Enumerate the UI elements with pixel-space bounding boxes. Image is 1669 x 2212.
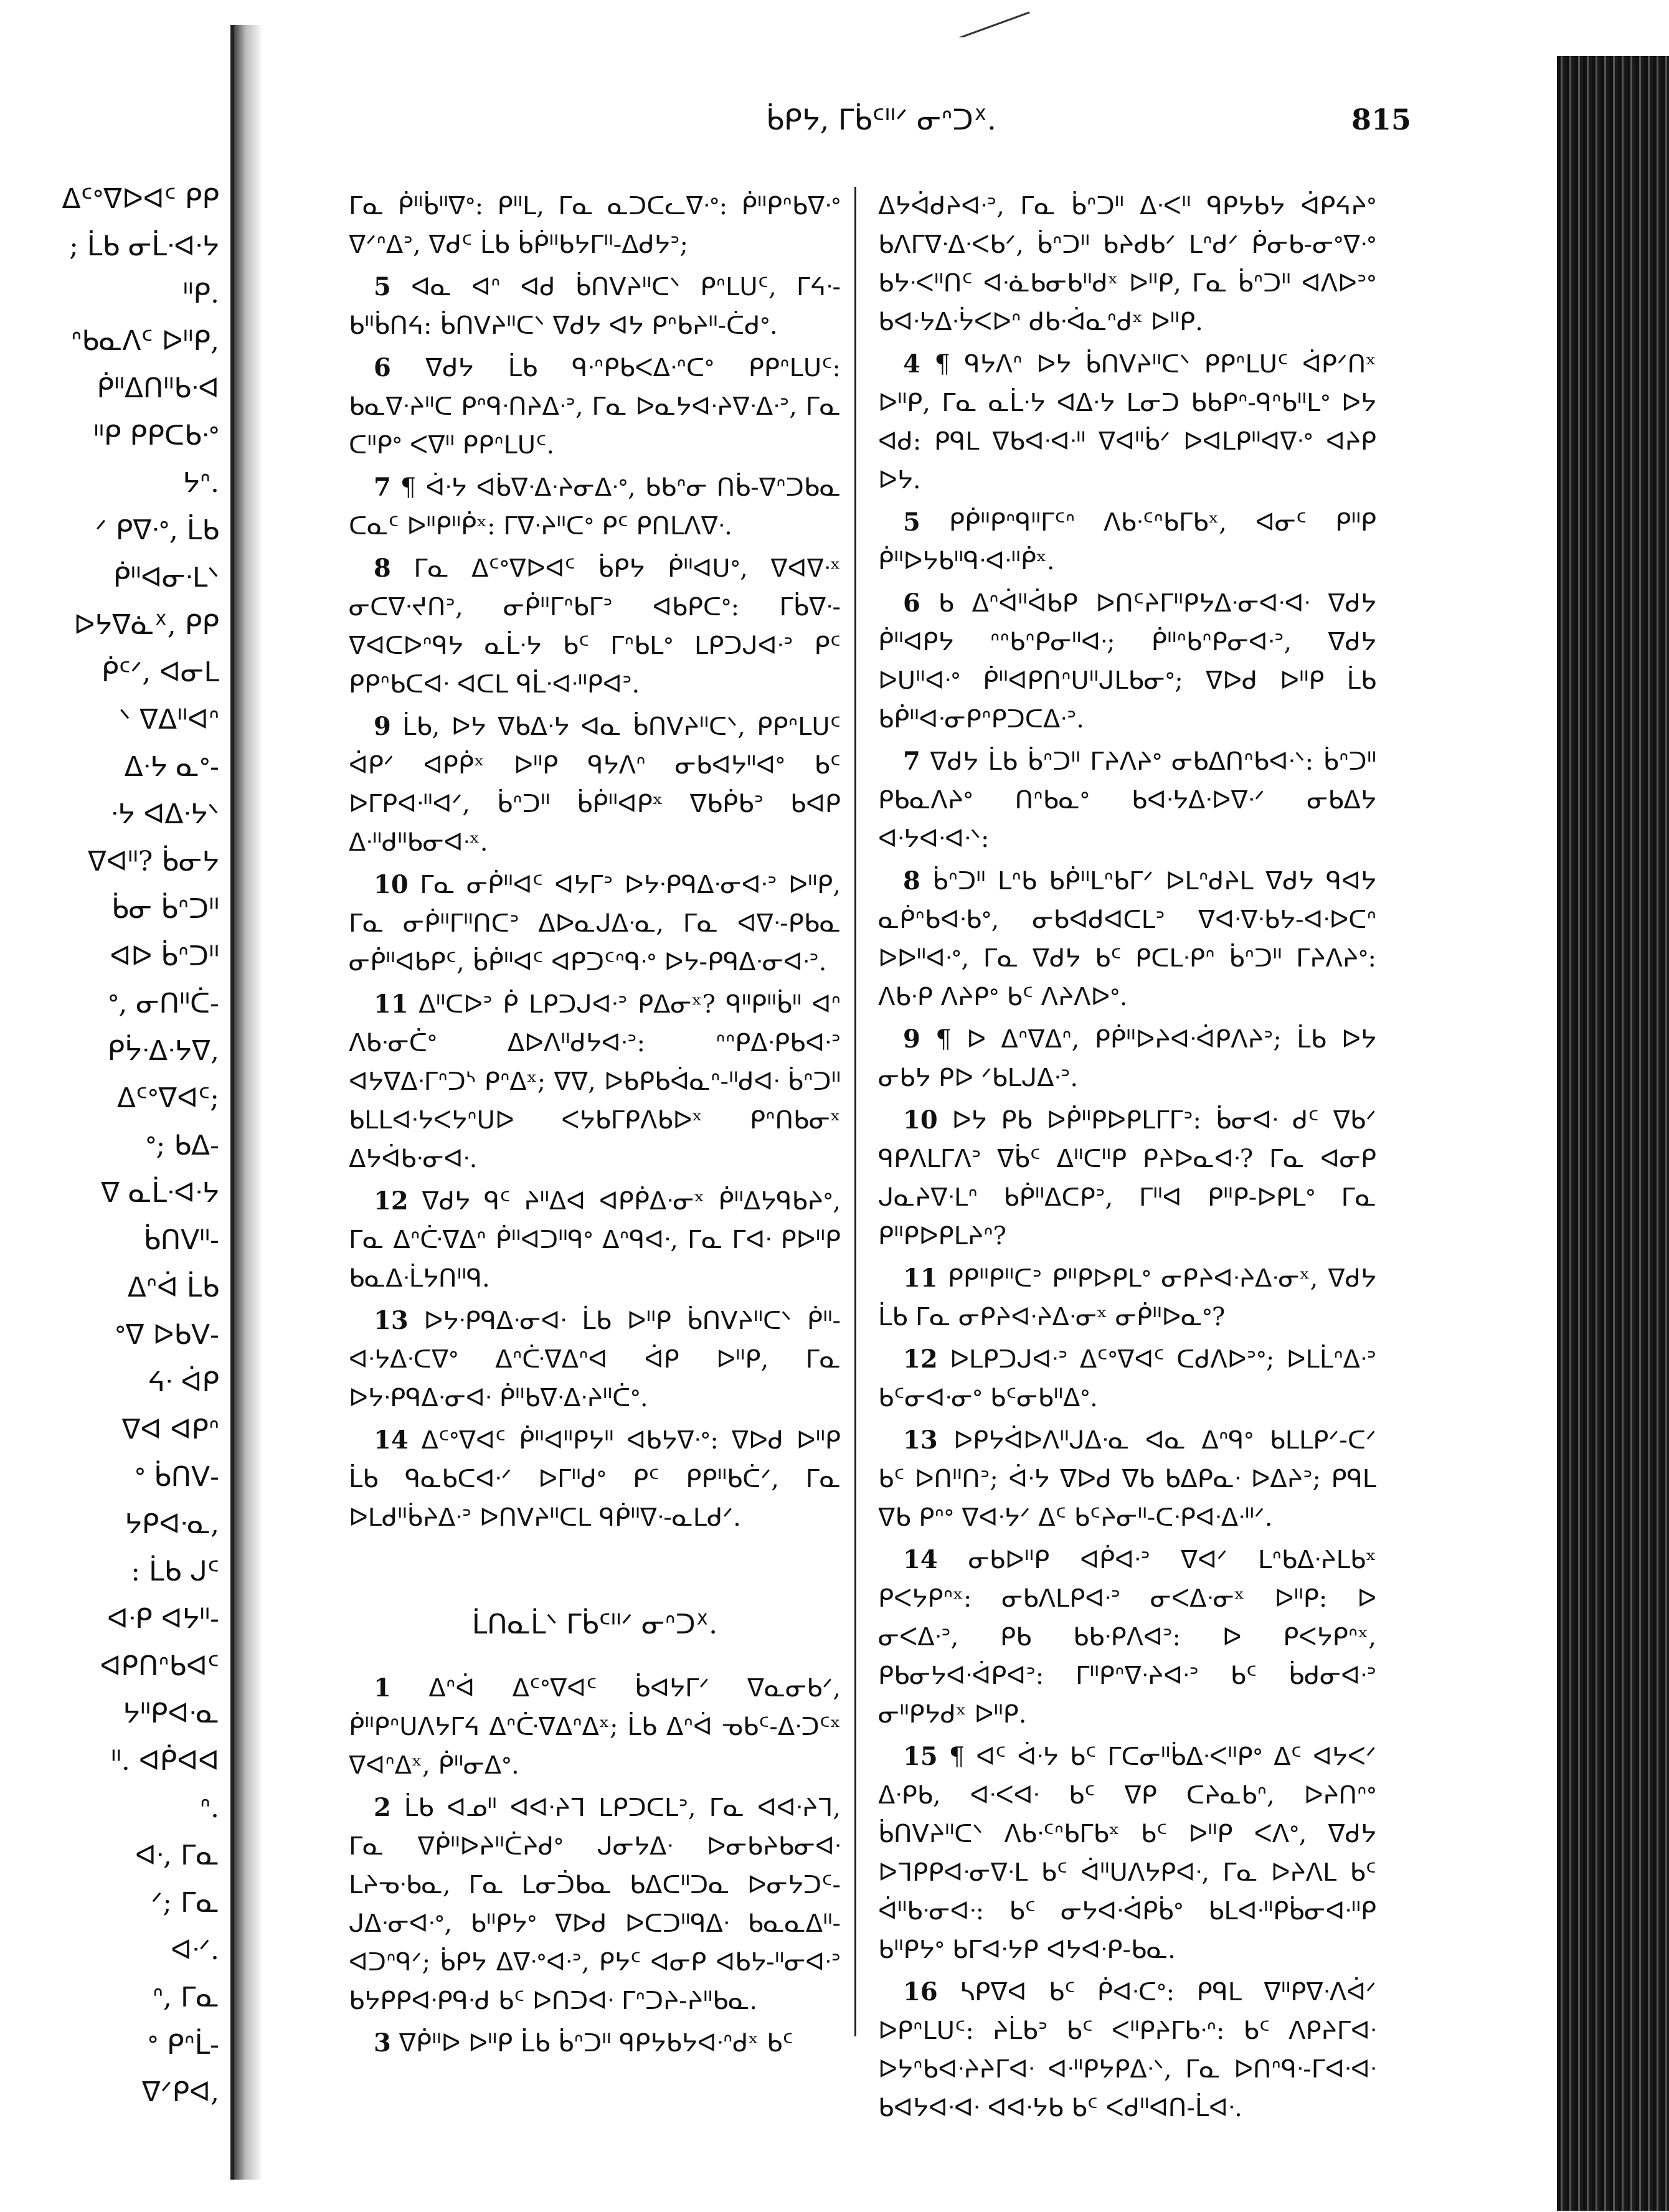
verse-text: ᒥᓇ ᑮᐦᑳᐦᐁᐤ: ᑭᐦᒪ, ᒥᓇ ᓇᑐᑕᓚᐁᐧᐤ: ᑮᐦᑭᐢᑲᐁᐧᐤ ᐁᐟᐢᐃᐣ, ᐁᑯᑦ ᒫᑲ ᑳᑮᐦᑲᔭᒥᐦ-ᐃᑯᔭᐣ; xyxy=(349,192,841,259)
verse xyxy=(878,742,1376,858)
verse xyxy=(349,985,841,1178)
verse-text: ᐃᑦᐤᐁᐊᑦ ᑮᐦᐊᐦᑭᔭᐦ ᐊᑲᔭᐁᐧᐤ: ᐁᐅᑯ ᐅᐦᑭ ᒫᑲ ᑫᓇᑲᑕᐊᐧᐟ ᐅᒥᐦᑯᐤ ᑭᑦ ᑭᑭᐦᑲᑖᐟ, ᒥᓇ ᐅᒪᑯᐦᑳᔨᐃᐧᐣ ᐅᑎᐯᔨᐦᑕᒪ ᑫᑮᐦᐁᐧ-ᓇᒪᑯᐟ. xyxy=(349,1426,841,1532)
verse xyxy=(349,1182,841,1298)
verse xyxy=(349,349,841,465)
verse xyxy=(878,1421,1376,1537)
verse-text: ᓴᑭᐁᐊ ᑲᑦ ᑮᐊᐧᑕᐤ: ᑭᑫᒪ ᐁᐦᑭᐁᐧᐱᐋᐟ ᐅᑭᐢᒪᑌᑦ: ᔨᒫᑲᐣ ᑲᑦ ᐸᐦᑭᔨᒥᑲᐧᐢ: ᑲᑦ ᐱᑭᔨᒥᐊᐧ ᐅᔭᐢᑲᐊᐧᔨᔨᒥᐊᐧ ᐊᐧᐦᑭᔭᑭᐃᐧᐠ, ᒥᓇ ᐅᑎᐢᑫᐧ-ᒥᐊᐧᐊᐧ ᑲᐊᔭᐊᐧᐊᐧ ᐊᐊᐧᔭᑲ ᑲᑦ ᐸᑯᐦᐊᑎ-ᒫᐊᐧ. xyxy=(878,1978,1376,2122)
verse-number: 11 xyxy=(903,1264,938,1293)
left-line-fragment: ᐊᐧᑭ ᐊᔭᐦ- xyxy=(107,1603,219,1635)
book-gutter xyxy=(234,25,263,2180)
left-line-fragment: ; ᒫᑲ ᓂᒫᐧᐊᐧᔭ xyxy=(69,230,219,262)
left-line-fragment: ᐃᑦᐤᐁᐊᑦ; xyxy=(116,1082,219,1114)
verse-text: ᐅᑭᔭᐋᐅᐱᐦᒍᐃᐧᓇ ᐊᓇ ᐃᐢᑫᐤ ᑲᒪᒪᑭᐟ-ᑕᐟ ᑲᑦ ᐅᑎᐦᑎᐣ; ᐋᐧᔭ ᐁᐅᑯ ᐁᑲ ᑲᐃᑭᓇᐧ ᐅᐃᔨᐣ; ᑭᑫᒪ ᐁᑲ ᑭᐢᐤ ᐁᐊᐧᔭᐟ ᐃᑦ ᑲᑦᔨᓂᐦ-ᑕᐧᑭᐊᐧᐃᐧᐦᐟ. xyxy=(878,1426,1376,1532)
left-line-fragment: ᐢ, ᒥᓇ xyxy=(152,1982,219,2013)
left-line-fragment: ᐤᐁ ᐅᑲᐯ- xyxy=(115,1319,219,1351)
left-line-fragment: ᐤ ᑭᐢᒫ- xyxy=(147,2029,219,2061)
verse-number: 8 xyxy=(903,866,920,896)
left-line-fragment: ᐢᑲᓇᐱᑦ ᐅᐦᑭ, xyxy=(71,325,219,357)
verse xyxy=(349,1421,841,1537)
verse xyxy=(878,187,1376,341)
verse-text: ᒥᓇ ᐃᑦᐤᐁᐅᐊᑦ ᑳᑭᔭ ᑮᐦᐊᑌᐤ, ᐁᐊᐁᐧˣ ᓂᑕᐁᐧᔪᑎᐣ, ᓂᑮᐦᒥᐢᑲᒥᐣ ᐊᑲᑭᑕᐤ: ᒥᑳᐁᐧ-ᐁᐊᑕᐅᐢᑫᔭ ᓇᒫᐧᔭ ᑲᑦ ᒥᐢᑲᒪᐤ ᒪᑭᑐᒍᐊᐧᐣ ᑭᑦ ᑭᑭᐢᑲᑕᐊᐧ ᐊᑕᒪ ᑫᒫᐧᐊᐧᐦᑭᐊᐣ. xyxy=(349,554,841,699)
verse-number: 7 xyxy=(374,473,391,502)
verse-number: 9 xyxy=(903,1024,920,1054)
left-line-fragment: ᐦ. ᐊᑮᐊᐊ xyxy=(110,1745,219,1777)
left-line-fragment: ᐢ. xyxy=(199,1792,219,1824)
left-line-fragment: ᔭᐢ. xyxy=(182,467,219,499)
left-line-fragment: ᐧᔭ ᐊᐃᐧᔭᐠ xyxy=(110,798,219,830)
verse-number: 7 xyxy=(903,747,920,776)
left-page-fragment xyxy=(0,25,234,2180)
verse-number: 5 xyxy=(903,508,920,537)
left-line-fragment: ᐠ ᐁᐃᐦᐊᐢ xyxy=(119,704,219,735)
verse-text: ᐁᑯᔭ ᒫᑲ ᑳᐢᑐᐦ ᒥᔨᐱᔨᐤ ᓂᑲᐃᑎᐢᑲᐊᐧᐠ: ᑳᐢᑐᐦ ᑭᑲᓇᐱᔨᐤ ᑎᐢᑲᓇᐤ ᑲᐊᐧᔭᐃᐧᐅᐁᐧᐟ ᓂᑲᐃᔭ ᐊᐧᔭᐊᐧᐊᐧᐠ: xyxy=(878,747,1376,853)
verse-number: 12 xyxy=(903,1345,938,1374)
verse xyxy=(349,187,841,264)
left-line-fragment: ᐃᐢᐋ ᒫᑲ xyxy=(127,1272,219,1303)
verse xyxy=(349,2024,841,2063)
left-line-fragment: : ᒫᑲ ᒍᑦ xyxy=(131,1556,219,1587)
left-line-fragment: ᑮᑦᐟ, ᐊᓂᒪ xyxy=(101,656,219,688)
left-line-fragment: ᐃᐧᔭ ᓇᐤ- xyxy=(124,751,219,783)
verse-text: ᐅᔭ ᑭᑲ ᐅᑮᐦᑭᐅᑭᒪᒥᒥᐣ: ᑳᓂᐊᐧ ᑯᑦ ᐁᑲᐟ ᑫᑭᐱᒪᒥᐱᐣ ᐁᑳᑦ ᐃᐦᑕᐦᑭ ᑭᔨᐅᓇᐊᐧ? ᒥᓇ ᐊᓂᑭ ᒍᓇᔨᐁᐧᒪᐢ ᑲᑮᐦᐃᑕᑭᐣ, ᒥᐦᐊ ᑭᐦᑭ-ᐅᑭᒪᐤ ᒥᓇ ᑭᐦᑭᐅᑭᒪᔨᐢ? xyxy=(878,1106,1376,1250)
verse-number: 1 xyxy=(374,1673,391,1703)
verse-text: ¶ ᐅ ᐃᐢᐁᐃᐢ, ᑭᑮᐦᐅᔨᐊᐧᐋᑭᐱᔨᐣ; ᒫᑲ ᐅᔭ ᓂᑲᔭ ᑭᐅ ᐟᑲᒪᒍᐃᐧᐣ. xyxy=(878,1025,1376,1092)
verse xyxy=(878,1541,1376,1734)
verse-text: ᒫᑲ, ᐅᔭ ᐁᑲᐃᐧᔭ ᐊᓇ ᑳᑎᐯᔨᐦᑕᐠ, ᑭᑭᐢᒪᑌᑦ ᐋᑭᐟ ᐊᑭᑮˣ ᐅᐦᑭ ᑫᔭᐱᐢ ᓂᑲᐊᔭᐦᐊᐤ ᑲᑦ ᐅᒥᑭᐊᐧᐦᐊᐟ, ᑳᐢᑐᐦ ᑳᑮᐦᐊᑭˣ ᐁᑲᑮᑲᐣ ᑲᐊᑭ ᐃᐧᐦᑯᐦᑲᓂᐊᐧˣ. xyxy=(349,712,841,857)
verse-text: ¶ ᑫᔭᐱᐢ ᐅᔭ ᑳᑎᐯᔨᐦᑕᐠ ᑭᑭᐢᒪᑌᑦ ᐋᑭᐟᑎˣ ᐅᐦᑭ, ᒥᓇ ᓇᒫᐧᔭ ᐊᐃᐧᔭ ᒪᓂᑐ ᑲᑲᑭᐢ-ᑫᐢᑲᐦᒪᐤ ᐅᔭ ᐊᑯ: ᑭᑫᒪ ᐁᑲᐊᐧᐊᐧᐦ ᐁᐊᐦᑳᐟ ᐅᐊᒪᑭᐦᐊᐁᐧᐤ ᐊᔨᑭ ᐅᔭ. xyxy=(878,350,1377,494)
left-line-fragment: ᐦᑭ ᑭᑭᑕᑲᐧᐤ xyxy=(93,420,219,451)
left-line-fragment: ᐊᑭᑎᐢᑲᐊᑦ xyxy=(100,1650,219,1682)
verse-number: 6 xyxy=(903,588,920,618)
verse xyxy=(349,1789,841,2020)
left-line-fragment: ᐁ ᓇᒫᐧᐊᐧᔭ xyxy=(100,1177,219,1209)
verse xyxy=(878,1737,1376,1969)
verse-text: ᒥᓇ ᓂᑮᐦᐊᑦ ᐊᔭᒥᐣ ᐅᔭᐧᑭᑫᐃᐧᓂᐊᐧᐣ ᐅᐦᑭ, ᒥᓇ ᓂᑮᐦᒥᐦᑎᑕᐣ ᐃᐅᓇᒍᐃᐧᓇ, ᒥᓇ ᐊᐁᐧ-ᑭᑲᓇ ᓂᑮᐦᐊᑲᑭᑦ, ᑳᑮᐦᐊᑦ ᐊᑭᑐᑦᐢᑫᐧᐤ ᐅᔭ-ᑭᑫᐃᐧᓂᐊᐧᐣ. xyxy=(349,871,841,976)
verse-text: ᒫᑲ ᐊᓄᐦ ᐊᐊᐧᔨᒣ ᒪᑭᑐᑕᒪᐣ, ᒥᓇ ᐊᐊᐧᔨᒣ, ᒥᓇ ᐁᑮᐦᐅᔨᐦᑖᔨᑯᐤ ᒍᓂᔭᐃᐧ ᐅᓂᑲᔨᑲᓂᐊᐧ ᒪᔨᓀᐧᑲᓇ, ᒥᓇ ᒪᓂᑑᑲᓇ ᑲᐃᑕᐦᑐᓇ ᐅᓂᔭᑐᑦ-ᒍᐃᐧᓂᐊᐧᐤ, ᑲᐦᑭᔭᐤ ᐁᐅᑯ ᐅᑕᑐᐦᑫᐃᐧ ᑲᓇᓇᐃᐦ-ᐊᑐᐢᑫᐟ; ᑳᑭᔭ ᐃᐁᐧᐤᐊᐧᐣ, ᑭᔭᑦ ᐊᓂᑭ ᐊᑲᔭ-ᐦᓂᐊᐧᐣ ᑲᔭᑭᑭᐊᐧᑭᑫᐧᑯ ᑲᑦ ᐅᑎᑐᐊᐧ ᒥᐢᑐᔨ-ᔨᐦᑲᓇ. xyxy=(349,1794,841,2015)
verse-number: 9 xyxy=(374,712,391,741)
verse-text: ᓂᑲᐅᐦᑭ ᐊᑮᐊᐧᐣ ᐁᐊᐟ ᒪᐢᑲᐃᐧᔨᒪᑲˣ ᑭᐸᔭᑭᐢˣ: ᓂᑲᐱᒪᑭᐊᐧᐣ ᓂᐸᐃᐧᓂˣ ᐅᐦᑭ: ᐅ ᓂᐸᐃᐧᐣ, ᑭᑲ ᑲᑲᐧᑭᐱᐊᐣ: ᐅ ᑭᐸᔭᑭᐢˣ, ᑭᑲᓂᔭᐊᐧᐋᑭᐊᐣ: ᒥᐦᑭᐢᐁᐧᔨᐊᐧᐣ ᑲᑦ ᑳᑯᓂᐊᐧᐣ ᓂᐦᑭᔭᑯˣ ᐅᐦᑭ. xyxy=(878,1546,1376,1729)
verse-text: ᐅᔭᐧᑭᑫᐃᐧᓂᐊᐧ ᒫᑲ ᐅᐦᑭ ᑳᑎᐯᔨᐦᑕᐠ ᑮᐦ-ᐊᐧᔭᐃᐧᑕᐁᐤ ᐃᐢᑤᐁᐃᐢᐊ ᐋᑭ ᐅᐦᑭ, ᒥᓇ ᐅᔭᐧᑭᑫᐃᐧᓂᐊᐧ ᑮᐦᑲᐁᐧᐃᐧᔨᐦᑖᐤ. xyxy=(349,1307,841,1412)
left-line-fragment: ᐟ; ᒥᓇ xyxy=(151,1887,219,1919)
verse-number: 15 xyxy=(903,1742,938,1771)
verse xyxy=(349,549,841,704)
left-line-fragment: ᐁᐟᑭᐊ, xyxy=(141,2076,219,2108)
verse-text: ᑲ ᐃᐢᐋᐦᐋᑲᑭ ᐅᑎᑦᔨᒥᐦᑭᔭᐃᐧᓂᐊᐧᐊᐧ ᐁᑯᔭ ᑮᐦᐊᑭᔭ ᐢᐢᑲᐢᑭᓂᐦᐊᐧ; ᑮᐦᐢᑲᐢᑭᓂᐊᐧᐣ, ᐁᑯᔭ ᐅᑌᐦᐊᐧᐤ ᑮᐦᐊᑭᑎᐢᑌᐦᒍᒪᑲᓂᐤ; ᐁᐅᑯ ᐅᐦᑭ ᒫᑲ ᑲᑮᐦᐊᐧᓂᑭᐢᑭᑐᑕᐃᐧᐣ. xyxy=(878,589,1376,734)
verse-number: 2 xyxy=(374,1793,391,1822)
page-number: 815 xyxy=(1351,103,1412,136)
verse-number: 14 xyxy=(374,1425,409,1455)
verse xyxy=(878,345,1376,499)
left-line-fragment: ᐃᑦᐤᐁᐅᐊᑦ ᑭᑭ xyxy=(62,183,219,215)
verse-text: ᐁᑯᔭ ᑫᑦ ᔨᐦᐃᐊ ᐊᑭᑮᐃᐧᓂˣ ᑮᐦᐃᔭᑫᑲᔨᐤ, ᒥᓇ ᐃᐢᑤᐁᐃᐢ ᑮᐦᐊᑐᐦᑫᐤ ᐃᐢᑫᐊᐧ, ᒥᓇ ᒥᐊᐧ ᑭᐅᐦᑭ ᑲᓇᐃᐧᒫᔭᑎᐦᑫ. xyxy=(349,1187,841,1293)
verse-text: ᐃᔭᐋᑯᔨᐊᐧᐣ, ᒥᓇ ᑳᐢᑐᐦ ᐃᐧᐸᐦ ᑫᑭᔭᑲᔭ ᐋᑭᔦᔨᐤ ᑲᐱᒥᐁᐧᐃᐧᐸᑲᐟ, ᑳᐢᑐᐦ ᑲᔨᑯᑲᐟ ᒪᐢᑯᐟ ᑮᓂᑲ-ᓂᐤᐁᐧᐤ ᑲᔭᐧᐸᐦᑎᑦ ᐊᐧᓈᑲᓂᑲᐦᑯˣ ᐅᐦᑭ, ᒥᓇ ᑳᐢᑐᐦ ᐊᐱᐅᐣᐤ ᑲᐊᐧᔭᐃᐧᔮᐸᐅᐢ ᑯᑲᐧᐋᓇᐢᑯˣ ᐅᐦᑭ. xyxy=(878,192,1376,336)
left-line-fragment: ᐊᐧᐟ. xyxy=(171,1934,219,1966)
left-line-fragment: ᐤ, ᓂᑎᐦᑖ- xyxy=(108,988,219,1019)
verse xyxy=(878,584,1376,739)
chapter-heading xyxy=(349,1605,841,1644)
left-line-fragment: ᑳᑎᐯᐦ- xyxy=(143,1224,219,1256)
verse xyxy=(349,1669,841,1785)
left-line-fragment: ᐟ ᑭᐁᐧᐤ, ᒫᑲ xyxy=(95,514,219,546)
left-line-fragment: ᐦᑭ. xyxy=(182,278,219,310)
verse xyxy=(349,866,841,981)
verse-number: 10 xyxy=(903,1105,938,1135)
verse-number: 13 xyxy=(903,1425,938,1455)
text-column-left xyxy=(349,187,841,2063)
verse xyxy=(878,862,1376,1016)
verse-number: 16 xyxy=(903,1977,938,2006)
verse xyxy=(878,1259,1376,1336)
verse-number: 13 xyxy=(374,1306,409,1335)
verse-number: 6 xyxy=(374,353,391,382)
left-line-fragment: ᐁᐊᐦ? ᑳᓂᔭ xyxy=(87,846,219,877)
verse-number: 4 xyxy=(903,349,920,379)
verse-number: 12 xyxy=(374,1186,409,1216)
verse xyxy=(878,1973,1376,2127)
left-line-fragment: ᐊᐅ ᑳᐢᑐᐦ xyxy=(110,940,219,972)
left-line-fragment: ᑮᐦᐊᓂᐧᒪᐠ xyxy=(113,562,219,593)
verse-text: ¶ ᐊᑦ ᐋᐧᔭ ᑲᑦ ᒥᑕᓂᐦᑳᐃᐧᐸᐦᑭᐤ ᐃᑦ ᐊᔭᐸᐟ ᐃᐧᑭᑲ, ᐊᐧᐸᐊᐧ ᑲᑦ ᐁᑭ ᑕᔨᓇᑲᐢ, ᐅᔨᑎᐢᐤ ᑳᑎᐯᔨᐦᑕᐠ ᐱᑲᐧᑦᐢᑲᒥᑲˣ ᑲᑦ ᐅᐦᑭ ᐸᐱᐤ, ᐁᑯᔭ ᐅᒣᑭᑭᐊᐧᓂᐁᐧᒪ ᑲᑦ ᐋᐦᑌᐱᔭᑭᐊᐧ, ᒥᓇ ᐅᔨᐱᒪ ᑲᑦ ᐋᐦᑲᐧᓂᐊᐧ: ᑲᑦ ᓂᔭᐊᐧᐋᑭᑳᐤ ᑲᒪᐊᐧᐦᑭᑳᓂᐊᐧᐦᑭ ᑲᐦᑭᔭᐤ ᑲᒥᐊᐧᔭᑭ ᐊᔭᐊᐧᑭ-ᑲᓇ. xyxy=(878,1742,1377,1964)
left-line-fragment: ᔦᐧ ᐋᑭ xyxy=(148,1366,219,1398)
verse-number: 8 xyxy=(374,554,391,583)
verse-number: 11 xyxy=(374,990,409,1019)
left-line-fragment: ᐅᔭᐁᓈᕽ, ᑭᑭ xyxy=(73,609,219,641)
verse-text: ᐃᐦᑕᐅᐣ ᑮ ᒪᑭᑐᒍᐊᐧᐣ ᑭᐃᓂˣ? ᑫᐦᑭᐦᑳᐦ ᐊᐢ ᐱᑲᐧᓂᑖᐤ ᐃᐅᐱᐦᑯᔭᐊᐧᐣ: ᐢᐢᑭᐃᐧᑭᑲᐊᐧᐣ ᐊᔭᐁᐃᐧᒥᐢᑐᔅ ᑭᐢᐃˣ; ᐁᐁ, ᐅᑲᑭᑲᐋᓇᐢ-ᐦᑯᐊᐧ ᑳᐢᑐᐦ ᑲᒪᒪᐊᐧᔭᐸᔭᐢᑌᐅ ᐸᔭᑲᒥᑭᐱᑲᐅˣ ᑭᐢᑎᑲᓂˣ ᐃᔭᐋᑲᐧᓂᐊᐧ. xyxy=(349,990,841,1173)
verse xyxy=(349,268,841,345)
verse xyxy=(349,707,841,862)
verse-number: 3 xyxy=(374,2028,391,2058)
left-line-fragment: ᔭᑭᐊᐧᓇ, xyxy=(125,1508,219,1540)
left-line-fragment: ᑭᔮᐧᐃᐧᔭᐁ, xyxy=(107,1035,219,1067)
text-column-right xyxy=(878,187,1376,2127)
left-line-fragment: ᔭᐦᑭᐊᐧᓇ xyxy=(123,1698,219,1729)
verse xyxy=(878,503,1376,580)
verse-text: ᐅᒪᑭᑐᒍᐊᐧᐣ ᐃᑦᐤᐁᐊᑦ ᑕᑯᐱᐅᐣᐤ; ᐅᒪᒫᐢᐃᐧᐣ ᑲᑦᓂᐊᐧᓂᐤ ᑲᑦᓂᑲᐦᐃᐤ. xyxy=(878,1345,1376,1412)
column-rule xyxy=(854,187,856,2036)
page-edges xyxy=(1557,56,1669,2211)
running-head: ᑳᑭᔭ, ᒥᑳᑦᐦᐟ ᓂᐢᑐᕽ. xyxy=(766,103,996,136)
top-mark xyxy=(950,0,1029,39)
left-line-fragment: ᑮᐦᐃᑎᐦᑲᐧᐊ xyxy=(97,372,219,404)
verse-text: ᐁᑮᐦᐅ ᐅᐦᑭ ᒫᑲ ᑳᐢᑐᐦ ᑫᑭᔭᑲᔭᐊᐧᐢᑯˣ ᑲᑦ xyxy=(399,2029,793,2058)
verse-text: ᐃᐢᐋ ᐃᑦᐤᐁᐊᑦ ᑳᐊᔭᒥᐟ ᐁᓇᓂᑲᐟ, ᑮᐦᑭᐢᑌᐱᔭᒥᔦ ᐃᐢᑤᐁᐃᐢᐃˣ; ᒫᑲ ᐃᐢᐋ ᓀᑲᑦ-ᐃᐧᑐᑦˣ ᐁᐊᐢᐃˣ, ᑮᐦᓂᐃᐤ. xyxy=(349,1674,841,1780)
left-line-fragment: ᐊᐧ, ᒥᓇ xyxy=(135,1840,219,1871)
verse xyxy=(349,468,841,546)
verse-text: ᑳᐢᑐᐦ ᒪᐢᑲ ᑲᑮᐦᒪᐢᑲᒥᐟ ᐅᒪᐢᑯᔨᒪ ᐁᑯᔭ ᑫᐊᔭ ᓇᑮᐢᑲᐊᐧᑲᐤ, ᓂᑲᐊᑯᐊᑕᒪᐣ ᐁᐊᐧᐁᐧᑲᔭ-ᐊᐧᐅᑕᐢ ᐅᐅᐦᐊᐧᐤ, ᒥᓇ ᐁᑯᔭ ᑲᑦ ᑭᑕᒪᐧᑭᐢ ᑳᐢᑐᐦ ᒥᔨᐱᔨᐤ: ᐱᑲᐧᑭ ᐱᔨᑭᐤ ᑲᑦ ᐱᔨᐱᐅᐤ. xyxy=(878,867,1377,1011)
verse-number: 5 xyxy=(374,272,391,301)
chapter-title: ᒫᑎᓇᒫᐠ ᒥᑳᑦᐦᐟ ᓂᐢᑐᕽ. xyxy=(471,1609,718,1640)
verse-text: ᐊᓇ ᐊᐢ ᐊᑯ ᑳᑎᐯᔨᐦᑕᐠ ᑭᐢᒪᑌᑦ, ᒥᔦᐧ-ᑲᐦᑳᑎᔦ: ᑳᑎᐯᔨᐦᑕᐠ ᐁᑯᔭ ᐊᔭ ᑭᐢᑲᔨᐦ-ᑖᑯᐤ. xyxy=(349,273,841,340)
left-line-fragment: ᑳᓂ ᑳᐢᑐᐦ xyxy=(111,893,219,925)
verse-text: ᑭᑭᐦᑭᐦᑕᐣ ᑭᐦᑭᐅᑭᒪᐤ ᓂᑭᔨᐊᐧᔨᐃᐧᓂˣ, ᐁᑯᔭ ᒫᑲ ᒥᓇ ᓂᑭᔨᐊᐧᔨᐃᐧᓂˣ ᓂᑮᐦᐅᓇᐤ? xyxy=(878,1264,1376,1331)
verse xyxy=(878,1101,1376,1255)
verse-number: 10 xyxy=(374,870,409,899)
verse-number: 14 xyxy=(903,1545,938,1574)
verse-text: ᐁᑯᔭ ᒫᑲ ᑫᐧᐢᑭᑲᐸᐃᐧᐢᑕᐤ ᑭᑭᐢᒪᑌᑦ: ᑲᓇᐁᐧᔨᐦᑕ ᑭᐢᑫᐧᑎᔨᐃᐧᐣ, ᒥᓇ ᐅᓇᔭᐊᐧᔨᐁᐧᐃᐧᐣ, ᒥᓇ ᑕᐦᑭᐤ ᐸᐁᐦ ᑭᑭᐢᒪᑌᑦ. xyxy=(349,354,841,460)
left-line-fragment: ᐁᐊ ᐊᑭᐢ xyxy=(121,1414,219,1445)
verse xyxy=(349,1302,841,1417)
verse xyxy=(878,1340,1376,1417)
verse-text: ¶ ᐋᐧᔭ ᐊᑳᐁᐧᐃᐧᔨᓂᐃᐧᐤ, ᑲᑲᐢᓂ ᑎᑳ-ᐁᐢᑐᑲᓇ ᑕᓇᑦ ᐅᐦᑭᐦᑮˣ: ᒥᐁᐧᔨᐦᑕᐤ ᑭᑦ ᑭᑎᒪᐱᐁᐧ. xyxy=(349,473,841,541)
left-line-fragment: ᐤ ᑳᑎᐯ- xyxy=(135,1461,219,1493)
verse-text: ᑭᑮᐦᑭᐢᑫᐦᒥᑦᐢ ᐱᑲᐧᑦᐢᑲᒥᑲˣ, ᐊᓂᑦ ᑭᐦᑭ ᑮᐦᐅᔭᑲᐦᑫᐧᐊᐧᐦᑮˣ. xyxy=(878,508,1376,575)
verse xyxy=(878,1020,1376,1097)
left-line-fragment: ᐤ; ᑲᐃ- xyxy=(145,1130,219,1161)
